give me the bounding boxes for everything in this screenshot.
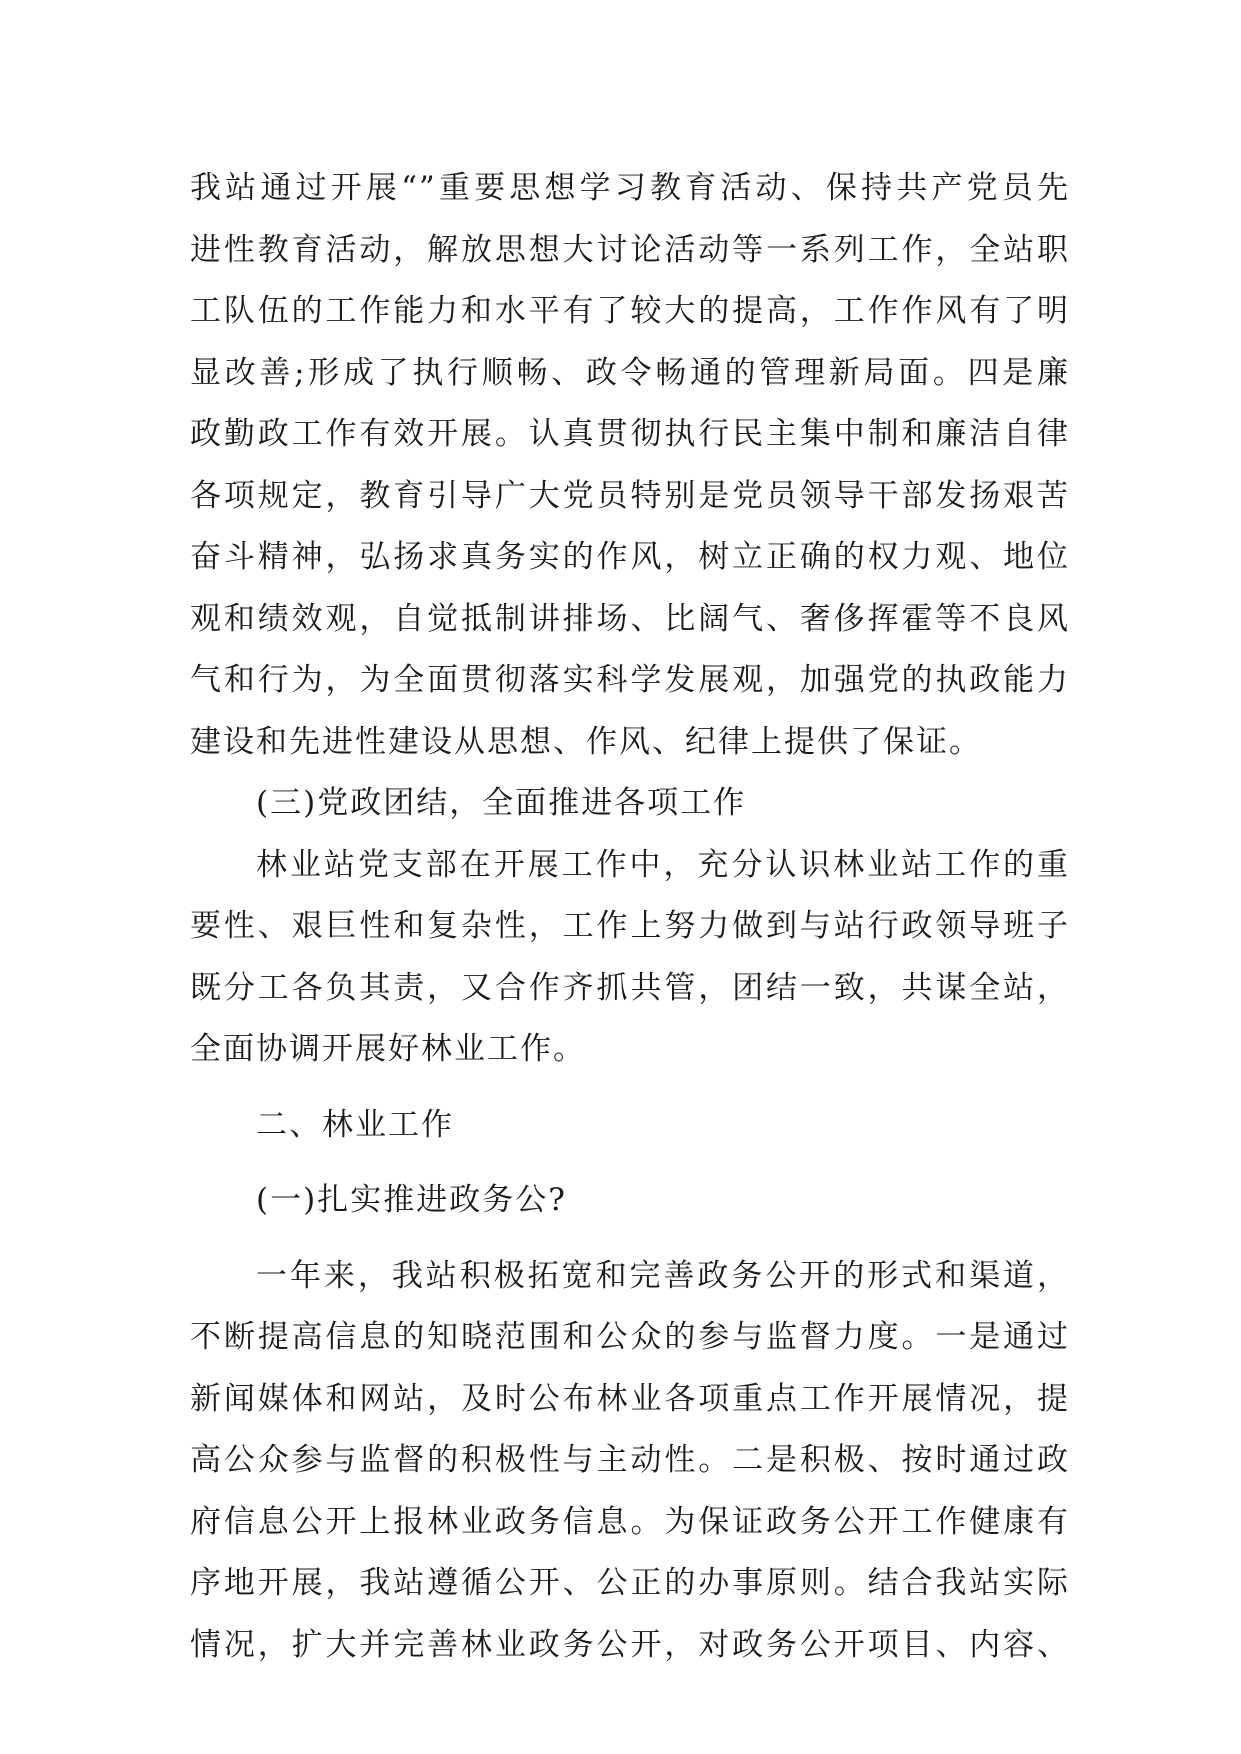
chapter-heading-2: 二、林业工作 bbox=[256, 1106, 454, 1143]
text-line: 建设和先进性建设从思想、作风、纪律上提供了保证。 bbox=[190, 723, 982, 760]
text-line: 各项规定，教育引导广大党员特别是党员领导干部发扬艰苦 bbox=[190, 477, 1070, 514]
spacer bbox=[190, 1081, 1070, 1095]
text-line: 观和绩效观，自觉抵制讲排场、比阔气、奢侈挥霍等不良风 bbox=[190, 600, 1070, 637]
text-line: 序地开展，我站遵循公开、公正的办事原则。结合我站实际 bbox=[190, 1565, 1070, 1601]
text-line: 高公众参与监督的积极性与主动性。二是积极、按时通过政 bbox=[190, 1442, 1070, 1478]
text-line: 要性、艰巨性和复杂性，工作上努力做到与站行政领导班子 bbox=[190, 908, 1070, 944]
text-line: 一年来，我站积极拓宽和完善政务公开的形式和渠道， bbox=[256, 1257, 1070, 1294]
section-heading-1: (一)扎实推进政务公? bbox=[256, 1182, 567, 1218]
paragraph-2 bbox=[190, 835, 1070, 1081]
text-line: 既分工各负其责，又合作齐抓共管，团结一致，共谋全站， bbox=[190, 969, 1070, 1006]
text-line: 奋斗精神，弘扬求真务实的作风，树立正确的权力观、地位 bbox=[190, 539, 1070, 575]
text-line: 显改善;形成了执行顺畅、政令畅通的管理新局面。四是廉 bbox=[190, 354, 1070, 391]
spacer bbox=[190, 1156, 1070, 1170]
text-line: 新闻媒体和网站，及时公布林业各项重点工作开展情况，提 bbox=[190, 1380, 1070, 1417]
text-line: 政勤政工作有效开展。认真贯彻执行民主集中制和廉洁自律 bbox=[190, 416, 1070, 452]
text-line: 全面协调开展好林业工作。 bbox=[190, 1031, 586, 1067]
text-line: 不断提高信息的知晓范围和公众的参与监督力度。一是通过 bbox=[190, 1319, 1070, 1355]
text-line: 情况，扩大并完善林业政务公开，对政务公开项目、内容、 bbox=[190, 1626, 1070, 1663]
text-line: 府信息公开上报林业政务信息。为保证政务公开工作健康有 bbox=[190, 1503, 1070, 1540]
spacer bbox=[190, 1232, 1070, 1246]
text-line: 气和行为，为全面贯彻落实科学发展观，加强党的执政能力 bbox=[190, 662, 1070, 698]
text-line: 进性教育活动，解放思想大讨论活动等一系列工作，全站职 bbox=[190, 231, 1070, 268]
document-body bbox=[190, 158, 1070, 1676]
paragraph-1 bbox=[190, 158, 1070, 773]
text-line: 工队伍的工作能力和水平有了较大的提高，工作作风有了明 bbox=[190, 293, 1070, 329]
text-line: 我站通过开展“”重要思想学习教育活动、保持共产党员先 bbox=[190, 170, 1070, 206]
text-line: 林业站党支部在开展工作中，充分认识林业站工作的重 bbox=[256, 846, 1070, 883]
paragraph-3 bbox=[190, 1246, 1070, 1677]
section-heading-3: (三)党政团结，全面推进各项工作 bbox=[256, 785, 747, 821]
